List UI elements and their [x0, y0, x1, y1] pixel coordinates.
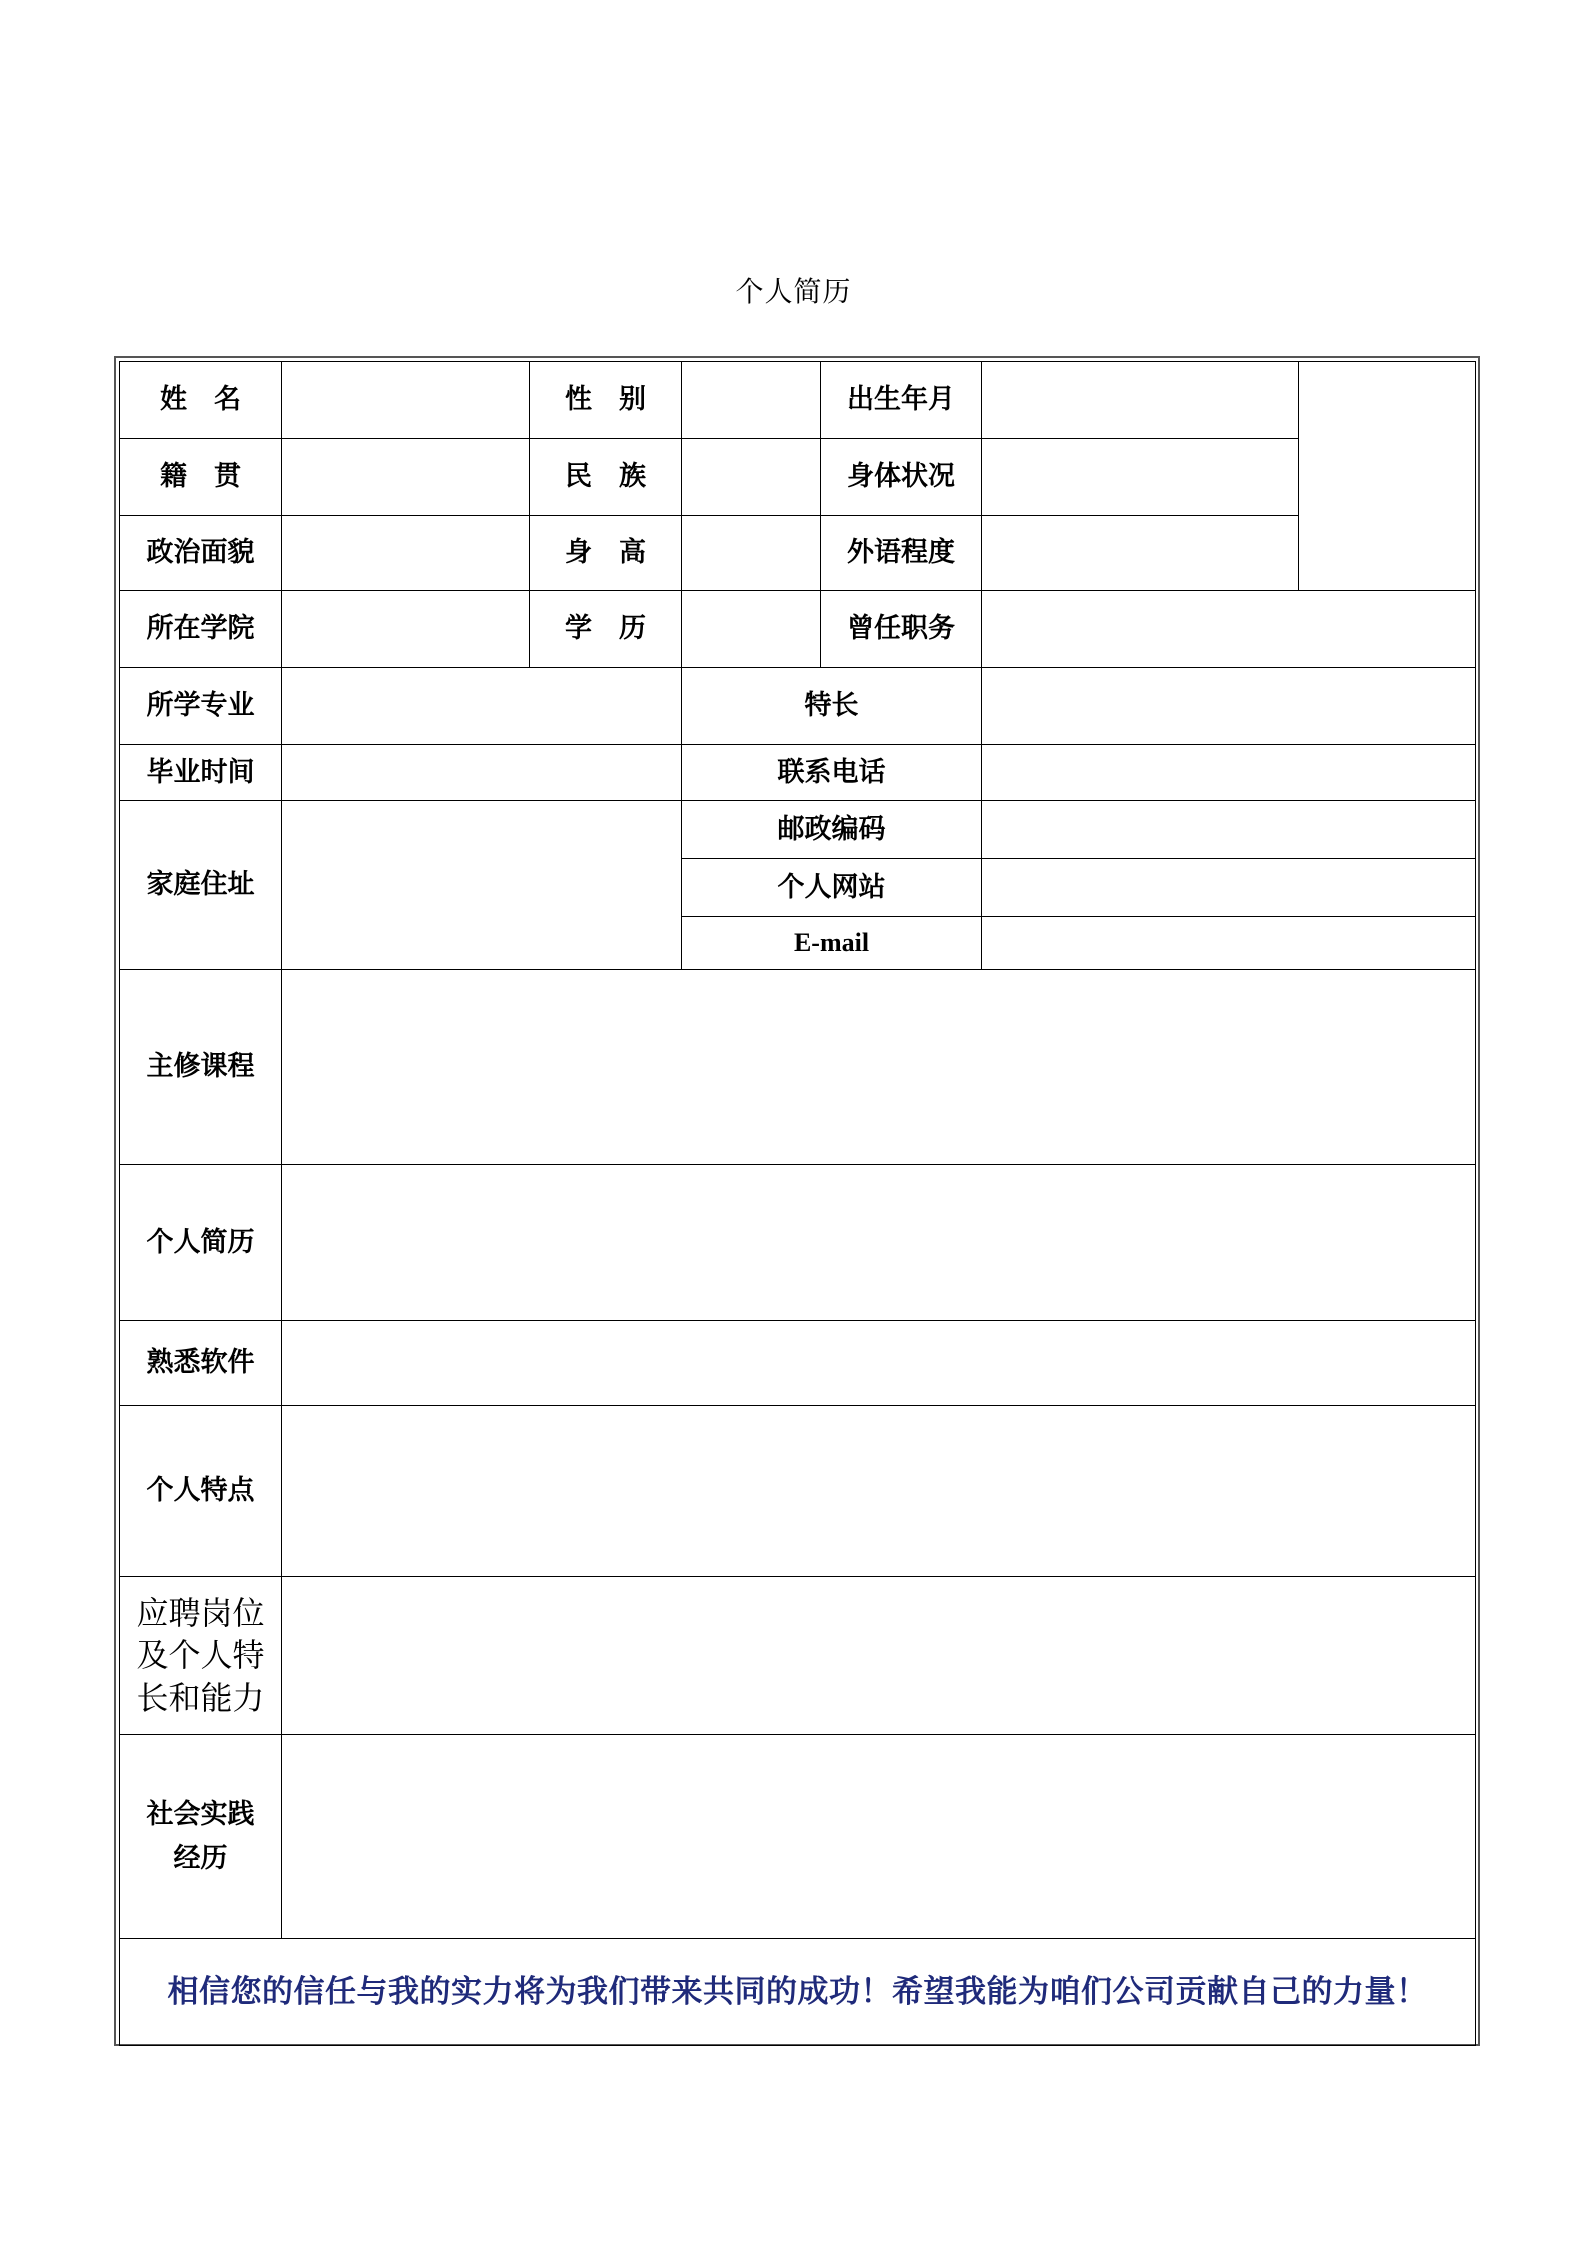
label-education: 学 历: [530, 591, 682, 668]
native-place-field[interactable]: [282, 439, 530, 516]
graduation-time-field[interactable]: [282, 745, 682, 801]
personal-traits-field[interactable]: [282, 1406, 1476, 1577]
label-height: 身 高: [530, 516, 682, 591]
resume-form-frame: [114, 356, 1480, 2046]
software-field[interactable]: [282, 1321, 1476, 1406]
label-position-abilities-text: 应聘岗位及个人特长和能力: [136, 1594, 265, 1717]
footer-motto: 相信您的信任与我的实力将为我们带来共同的成功！希望我能为咱们公司贡献自己的力量！: [120, 1939, 1476, 2046]
website-field[interactable]: [982, 859, 1476, 917]
label-native-place: 籍 贯: [120, 439, 282, 516]
postcode-field[interactable]: [982, 801, 1476, 859]
specialty-field[interactable]: [982, 668, 1476, 745]
label-personal-traits: 个人特点: [120, 1406, 282, 1577]
label-major: 所学专业: [120, 668, 282, 745]
education-field[interactable]: [682, 591, 821, 668]
label-home-address: 家庭住址: [120, 801, 282, 970]
personal-resume-field[interactable]: [282, 1165, 1476, 1321]
birth-date-field[interactable]: [982, 362, 1299, 439]
height-field[interactable]: [682, 516, 821, 591]
label-social-practice-text: 社会实践经历: [146, 1799, 255, 1874]
label-specialty: 特长: [682, 668, 982, 745]
label-political-status: 政治面貌: [120, 516, 282, 591]
label-former-position: 曾任职务: [821, 591, 982, 668]
health-field[interactable]: [982, 439, 1299, 516]
label-email: E-mail: [682, 917, 982, 970]
label-college: 所在学院: [120, 591, 282, 668]
label-main-courses: 主修课程: [120, 970, 282, 1165]
phone-field[interactable]: [982, 745, 1476, 801]
label-position-abilities: [120, 1577, 282, 1735]
political-status-field[interactable]: [282, 516, 530, 591]
name-field[interactable]: [282, 362, 530, 439]
label-personal-resume: 个人简历: [120, 1165, 282, 1321]
main-courses-field[interactable]: [282, 970, 1476, 1165]
foreign-language-field[interactable]: [982, 516, 1299, 591]
label-postcode: 邮政编码: [682, 801, 982, 859]
gender-field[interactable]: [682, 362, 821, 439]
position-abilities-field[interactable]: [282, 1577, 1476, 1735]
label-name: 姓 名: [120, 362, 282, 439]
photo-area[interactable]: [1299, 362, 1476, 591]
ethnicity-field[interactable]: [682, 439, 821, 516]
major-field[interactable]: [282, 668, 682, 745]
label-software: 熟悉软件: [120, 1321, 282, 1406]
college-field[interactable]: [282, 591, 530, 668]
social-practice-field[interactable]: [282, 1735, 1476, 1939]
email-field[interactable]: [982, 917, 1476, 970]
label-health: 身体状况: [821, 439, 982, 516]
home-address-field[interactable]: [282, 801, 682, 970]
former-position-field[interactable]: [982, 591, 1476, 668]
label-website: 个人网站: [682, 859, 982, 917]
label-birth-date: 出生年月: [821, 362, 982, 439]
label-foreign-language: 外语程度: [821, 516, 982, 591]
label-gender: 性 别: [530, 362, 682, 439]
resume-form: [119, 361, 1476, 2046]
label-social-practice: [120, 1735, 282, 1939]
page-title: 个人简历: [735, 275, 852, 308]
label-graduation-time: 毕业时间: [120, 745, 282, 801]
label-ethnicity: 民 族: [530, 439, 682, 516]
label-phone: 联系电话: [682, 745, 982, 801]
